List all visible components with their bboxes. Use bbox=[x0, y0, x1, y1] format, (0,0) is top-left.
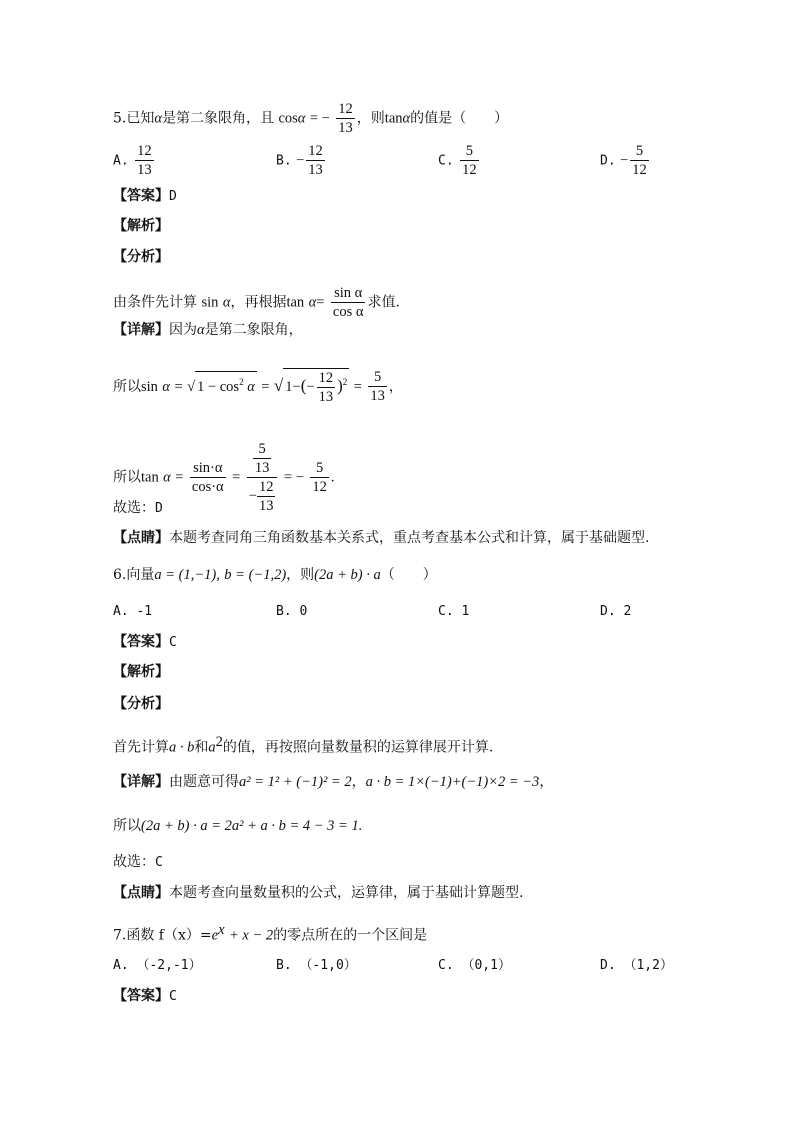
expression: (2a + b) · a bbox=[314, 567, 381, 583]
text: 首先计算 bbox=[113, 739, 169, 756]
tan-label: tan bbox=[141, 469, 159, 486]
tan-label: tan bbox=[384, 110, 403, 127]
numerator: 5 bbox=[368, 368, 387, 387]
text: 本题考查向量数量积的公式，运算律，属于基础计算题型. bbox=[169, 885, 524, 901]
answer-value: D bbox=[169, 189, 177, 204]
result-fraction bbox=[368, 368, 387, 405]
option-fraction bbox=[630, 142, 649, 179]
sin-label: sin bbox=[141, 378, 158, 395]
option-value: （0,1） bbox=[461, 958, 511, 973]
alpha-symbol: α bbox=[402, 110, 411, 127]
q5-tan-line: 所以tan α = $\frac{\sin\cdot\alpha}{\cos\cdot\alpha}$ = $\frac{5}{13}$ − $\frac{12}{13}$ = − $\frac{5}{12}$ . bbox=[113, 441, 335, 514]
q5-stem-text2: ，则 bbox=[356, 110, 385, 127]
answer-label: 【答案】 bbox=[113, 634, 169, 650]
option-letter: B. bbox=[276, 958, 292, 973]
text: 求值. bbox=[367, 294, 400, 311]
option-letter: B. bbox=[276, 153, 292, 169]
q7-option-b bbox=[276, 956, 357, 976]
expression: + x − 2 bbox=[228, 927, 274, 944]
alpha-symbol: α bbox=[162, 378, 170, 395]
denominator: 13 bbox=[318, 389, 334, 405]
dianjing-label: 【点睛】 bbox=[113, 530, 169, 546]
text: 由条件先计算 bbox=[113, 294, 197, 311]
vector-a-def: a = (1,−1), bbox=[154, 567, 220, 583]
alpha-symbol: α bbox=[222, 294, 231, 311]
q6-stem bbox=[113, 565, 437, 585]
equation: a² = 1² + (−1)² = 2 bbox=[239, 774, 352, 790]
q5-cos-fraction bbox=[336, 100, 355, 137]
equals-neg: = − bbox=[309, 110, 330, 127]
equation: a · b = 1×(−1)+(−1)×2 = −3 bbox=[365, 774, 540, 790]
denominator: 13 bbox=[254, 460, 270, 476]
option-letter: A. bbox=[113, 958, 129, 973]
numerator: 5 bbox=[310, 459, 329, 478]
text: 1 − cos bbox=[197, 378, 240, 395]
option-letter: C. bbox=[438, 958, 454, 973]
fraction bbox=[253, 440, 272, 477]
expression: a bbox=[208, 739, 216, 756]
equation: (2a + b) · a = 2a² + a · b = 4 − 3 = 1. bbox=[141, 818, 363, 834]
text: 由题意可得 bbox=[169, 774, 239, 790]
vector-b-def: b = (−1,2) bbox=[224, 567, 287, 583]
q5-answer bbox=[113, 186, 177, 207]
q6-option-b bbox=[276, 602, 307, 622]
option-value: （-2,-1） bbox=[136, 958, 202, 973]
text: 是第二象限角， bbox=[204, 322, 303, 338]
text: 所以 bbox=[113, 469, 141, 486]
text: 的零点所在的一个区间是 bbox=[273, 927, 428, 944]
alpha-symbol: α bbox=[197, 322, 205, 338]
compound-fraction bbox=[247, 440, 278, 515]
numerator: 5 bbox=[253, 440, 272, 459]
text: ， bbox=[539, 774, 554, 790]
text: 1− bbox=[285, 378, 301, 395]
text: 6.向量 bbox=[113, 567, 155, 583]
answer-label: 【答案】 bbox=[113, 188, 169, 204]
denominator: cos α bbox=[332, 304, 364, 320]
q5-jiexi: 【解析】 bbox=[113, 218, 169, 234]
alpha-symbol: α bbox=[163, 469, 171, 486]
denominator: 12 bbox=[632, 162, 647, 178]
option-letter: D. bbox=[600, 958, 616, 973]
option-letter: A. bbox=[113, 604, 129, 619]
text: 7.函数 f（x）= bbox=[113, 927, 212, 944]
text: 和 bbox=[194, 739, 209, 756]
option-letter: C. bbox=[438, 153, 454, 169]
denominator: 13 bbox=[308, 162, 323, 178]
q5-option-c bbox=[438, 142, 481, 179]
text: ， bbox=[351, 774, 366, 790]
sqrt-expr-2: 1−(− $\frac{12}{13}$ )$^2$ bbox=[285, 370, 348, 405]
q5-dianjing bbox=[113, 528, 649, 548]
q6-guxuan bbox=[113, 852, 163, 873]
text: 故选： bbox=[113, 854, 155, 870]
equals: = bbox=[316, 294, 325, 311]
alpha-symbol: α bbox=[247, 378, 255, 395]
denominator: 13 bbox=[338, 120, 353, 136]
numerator: 12 bbox=[318, 370, 334, 386]
option-value: 1 bbox=[461, 604, 470, 619]
tan-fraction bbox=[331, 284, 366, 321]
alpha-symbol: α bbox=[308, 294, 317, 311]
compound-denominator: − $\frac{12}{13}$ bbox=[248, 479, 274, 514]
sqrt-expr: $1 - \cos^2 \alpha$ bbox=[195, 371, 257, 397]
text: 所以 bbox=[113, 818, 141, 834]
e-symbol: e bbox=[211, 927, 219, 944]
q7-option-d bbox=[600, 956, 673, 976]
q7-option-a bbox=[113, 956, 202, 976]
q7-option-c bbox=[438, 956, 511, 976]
numerator: 5 bbox=[460, 142, 479, 161]
option-value: （-1,0） bbox=[299, 958, 357, 973]
option-value: 0 bbox=[299, 604, 308, 619]
numerator: 12 bbox=[308, 143, 323, 159]
denominator: 12 bbox=[462, 162, 477, 178]
q5-stem bbox=[113, 100, 508, 137]
q5-stem-prefix: 5.已知 bbox=[113, 110, 155, 127]
numerator: 12 bbox=[137, 143, 152, 159]
dianjing-label: 【点睛】 bbox=[113, 885, 169, 901]
q6-dianjing bbox=[113, 883, 523, 903]
option-letter: B. bbox=[276, 604, 292, 619]
denominator: 13 bbox=[258, 498, 274, 514]
numerator: 12 bbox=[258, 479, 274, 495]
detail-label: 【详解】 bbox=[113, 774, 169, 790]
q6-option-d bbox=[600, 602, 631, 622]
q6-suoyi bbox=[113, 816, 362, 836]
text: ， bbox=[388, 378, 403, 395]
option-letter: D. bbox=[600, 604, 616, 619]
option-fraction bbox=[306, 142, 325, 179]
text: 故选： bbox=[113, 500, 155, 516]
sin-label: sin bbox=[201, 294, 219, 311]
option-fraction bbox=[135, 142, 154, 179]
answer-value: D bbox=[155, 501, 163, 516]
cos-label: cos bbox=[278, 110, 298, 127]
q5-option-b bbox=[276, 142, 327, 179]
option-value: （1,2） bbox=[623, 958, 673, 973]
option-letter: C. bbox=[438, 604, 454, 619]
detail-label: 【详解】 bbox=[113, 322, 169, 338]
denominator: cos·α bbox=[191, 479, 224, 495]
q6-fenxi: 【分析】 bbox=[113, 696, 169, 712]
compound-numerator bbox=[247, 440, 278, 478]
q5-guxuan bbox=[113, 498, 163, 519]
numerator: 12 bbox=[338, 101, 353, 117]
q6-answer bbox=[113, 632, 177, 653]
q5-sin-line: 所以sin α = √ $1 - \cos^2 \alpha$ = √ 1−(− $\frac{12}{13}$ )$^2$ = $\frac{5}{13}$ ， bbox=[113, 369, 403, 405]
denominator: 12 bbox=[312, 479, 327, 495]
option-letter: D. bbox=[600, 153, 616, 169]
text: 的值，再按照向量数量积的运算律展开计算. bbox=[222, 739, 494, 756]
fraction bbox=[317, 369, 336, 406]
denominator: 13 bbox=[370, 388, 385, 405]
q5-detail bbox=[113, 320, 303, 340]
text: ，再根据 bbox=[230, 294, 287, 311]
alpha-symbol: α bbox=[297, 110, 306, 127]
text: （ ） bbox=[380, 567, 437, 583]
option-letter: A. bbox=[113, 153, 129, 169]
q6-option-a bbox=[113, 602, 152, 622]
expression: a · b bbox=[169, 739, 195, 756]
q5-stem-end: 的值是（ ） bbox=[410, 110, 509, 127]
numerator: 5 bbox=[630, 142, 649, 161]
answer-value: C bbox=[169, 989, 177, 1004]
q5-stem-text: 是第二象限角，且 bbox=[161, 110, 274, 127]
numerator: sin·α bbox=[190, 459, 226, 478]
q5-fenxi: 【分析】 bbox=[113, 249, 169, 265]
q6-fenxi-text: 首先计算a · b和$a^2$的值，再按照向量数量积的运算律展开计算. bbox=[113, 734, 494, 756]
option-value: 2 bbox=[623, 604, 632, 619]
tan-def-fraction bbox=[190, 459, 226, 496]
answer-value: C bbox=[155, 855, 163, 870]
q5-option-d bbox=[600, 142, 651, 179]
answer-value: C bbox=[169, 635, 177, 650]
alpha-symbol: α bbox=[154, 110, 162, 127]
q6-option-c bbox=[438, 602, 469, 622]
text: 本题考查同角三角函数基本关系式，重点考查基本公式和计算，属于基础题型. bbox=[169, 530, 650, 546]
q7-stem bbox=[113, 920, 427, 946]
text: 因为 bbox=[169, 322, 197, 338]
q5-option-a bbox=[113, 142, 156, 179]
exponent: x bbox=[218, 922, 225, 938]
option-sign: − bbox=[620, 152, 629, 169]
numerator: sin α bbox=[331, 284, 366, 303]
fraction bbox=[257, 478, 276, 515]
answer-label: 【答案】 bbox=[113, 988, 169, 1004]
q6-detail bbox=[113, 772, 553, 792]
result-fraction bbox=[310, 459, 329, 496]
text: 所以 bbox=[113, 378, 141, 395]
q6-jiexi: 【解析】 bbox=[113, 664, 169, 680]
q7-answer bbox=[113, 986, 177, 1007]
denominator: 13 bbox=[137, 162, 152, 178]
option-sign: − bbox=[296, 152, 305, 169]
tan-label: tan bbox=[286, 294, 305, 311]
option-value: -1 bbox=[136, 604, 153, 619]
option-fraction bbox=[460, 142, 479, 179]
text: ，则 bbox=[286, 567, 315, 583]
q5-fenxi-text bbox=[113, 284, 400, 321]
